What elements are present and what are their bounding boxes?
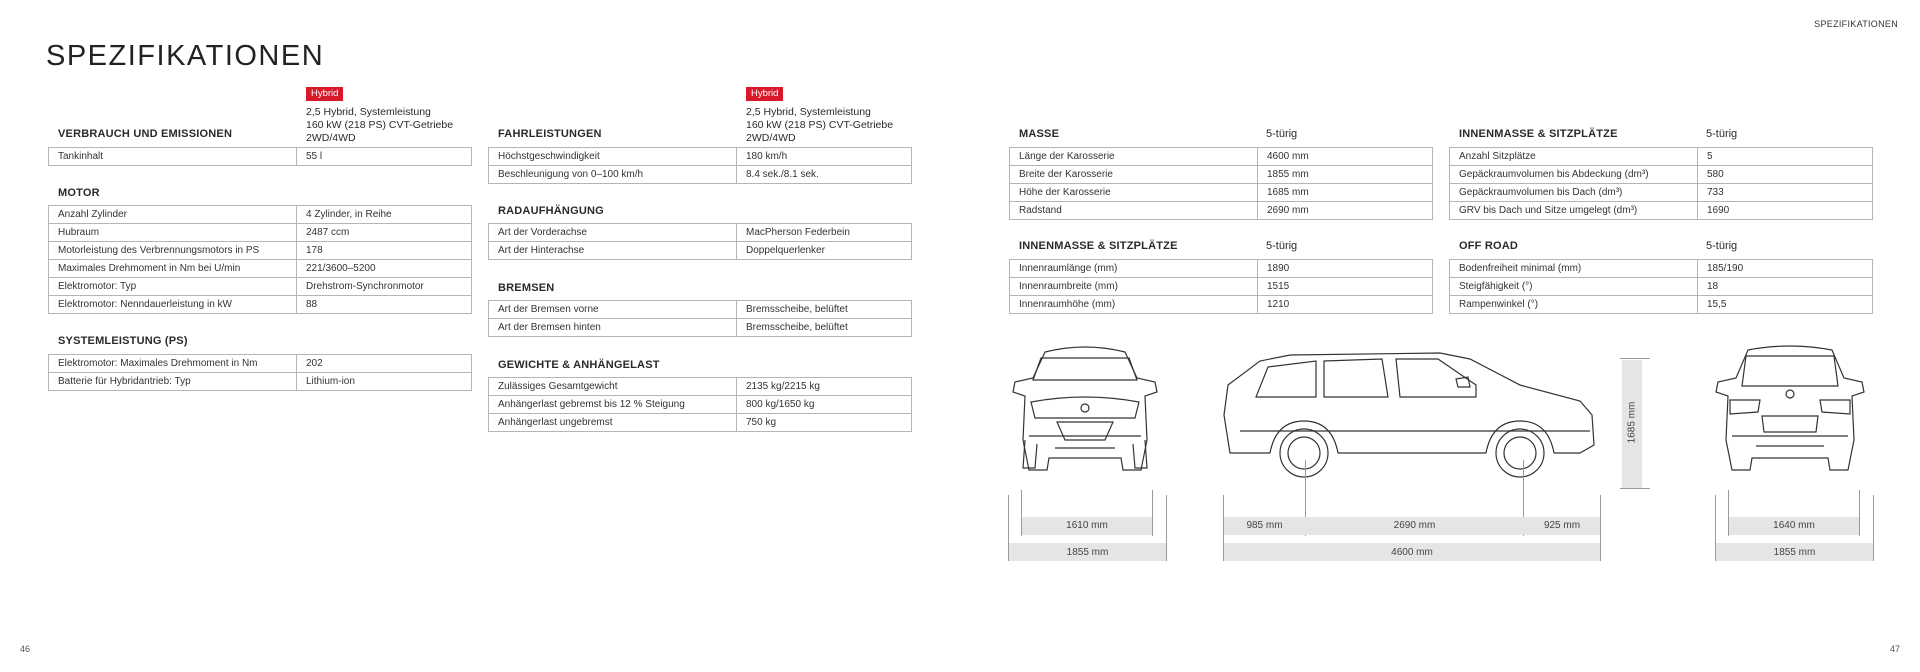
section-title-masse: MASSE	[1019, 128, 1060, 140]
spec-value: 185/190	[1698, 260, 1873, 278]
table-row	[1010, 166, 1433, 184]
wheelbase-label: 2690 mm	[1393, 520, 1436, 531]
spec-label: Anzahl Sitzplätze	[1450, 148, 1698, 166]
spec-label: GRV bis Dach und Sitze umgelegt (dm³)	[1450, 202, 1698, 220]
section-title-innenmasse: INNENMASSE & SITZPLÄTZE	[1019, 240, 1178, 252]
table-row	[489, 242, 912, 260]
page-number-left: 46	[20, 644, 31, 654]
table-motor	[48, 205, 472, 314]
rear-track-label: 1640 mm	[1773, 520, 1815, 531]
spec-label: Bodenfreiheit minimal (mm)	[1450, 260, 1698, 278]
table-row	[1010, 202, 1433, 220]
rear-overhang-label: 925 mm	[1543, 520, 1581, 531]
height-label: 1685 mm	[1626, 401, 1638, 444]
variant-line: 2,5 Hybrid, Systemleistung	[306, 106, 431, 118]
spec-label: Höhe der Karosserie	[1010, 184, 1258, 202]
spec-label: Gepäckraumvolumen bis Abdeckung (dm³)	[1450, 166, 1698, 184]
spec-label: Batterie für Hybridantrieb: Typ	[49, 373, 297, 391]
spec-value: 221/3600–5200	[297, 260, 472, 278]
spec-label: Innenraumhöhe (mm)	[1010, 296, 1258, 314]
spec-value: 5	[1698, 148, 1873, 166]
spec-label: Radstand	[1010, 202, 1258, 220]
table-bremsen	[488, 300, 912, 337]
table-row	[1450, 260, 1873, 278]
column-header: 5-türig	[1266, 240, 1298, 252]
spec-value: 2487 ccm	[297, 224, 472, 242]
spec-value: 88	[297, 296, 472, 314]
table-off-road	[1449, 259, 1873, 314]
table-innenmasse	[1009, 259, 1433, 314]
table-gewichte	[488, 377, 912, 432]
spec-value: 733	[1698, 184, 1873, 202]
spec-value: 202	[297, 355, 472, 373]
spec-label: Gepäckraumvolumen bis Dach (dm³)	[1450, 184, 1698, 202]
spec-label: Art der Vorderachse	[489, 224, 737, 242]
spec-label: Innenraumbreite (mm)	[1010, 278, 1258, 296]
table-row	[49, 206, 472, 224]
spec-label: Breite der Karosserie	[1010, 166, 1258, 184]
section-title-verbrauch: VERBRAUCH UND EMISSIONEN	[58, 128, 233, 140]
spec-value: 800 kg/1650 kg	[737, 396, 912, 414]
spec-label: Art der Bremsen hinten	[489, 319, 737, 337]
front-track-label: 1610 mm	[1066, 520, 1108, 531]
section-title-off-road: OFF ROAD	[1459, 240, 1519, 252]
page-title: SPEZIFIKATIONEN	[46, 40, 325, 72]
car-rear-view-drawing	[1700, 340, 1880, 490]
table-row	[489, 378, 912, 396]
table-systemleistung	[48, 354, 472, 391]
spec-value: 18	[1698, 278, 1873, 296]
table-fahrleistungen	[488, 147, 912, 184]
table-row	[1450, 202, 1873, 220]
spec-value: 1855 mm	[1258, 166, 1433, 184]
spec-value: 750 kg	[737, 414, 912, 432]
spec-label: Tankinhalt	[49, 148, 297, 166]
front-overhang-label: 985 mm	[1246, 520, 1283, 531]
table-row	[489, 148, 912, 166]
spec-label: Steigfähigkeit (°)	[1450, 278, 1698, 296]
section-title-motor: MOTOR	[58, 187, 100, 199]
section-title-innenmasse-sitzplaetze: INNENMASSE & SITZPLÄTZE	[1459, 128, 1618, 140]
table-row	[1450, 148, 1873, 166]
table-row	[1010, 184, 1433, 202]
variant-line: 160 kW (218 PS) CVT-Getriebe	[746, 119, 894, 131]
page-number-right: 47	[1889, 644, 1900, 654]
section-title-gewichte: GEWICHTE & ANHÄNGELAST	[498, 359, 660, 371]
section-title-systemleistung: SYSTEMLEISTUNG (PS)	[58, 335, 188, 347]
dimension-guide	[1873, 495, 1874, 561]
spec-value: 4600 mm	[1258, 148, 1433, 166]
front-width-label: 1855 mm	[1066, 547, 1109, 558]
spec-value: 15,5	[1698, 296, 1873, 314]
table-row	[489, 301, 912, 319]
table-masse	[1009, 147, 1433, 220]
table-row	[49, 355, 472, 373]
variant-line: 2WD/4WD	[306, 132, 356, 144]
spec-value: MacPherson Federbein	[737, 224, 912, 242]
table-row	[49, 242, 472, 260]
hybrid-badge: Hybrid	[746, 87, 783, 101]
variant-header-left	[306, 83, 453, 145]
spec-label: Höchstgeschwindigkeit	[489, 148, 737, 166]
dimension-guide	[1166, 495, 1167, 561]
table-radaufhaengung	[488, 223, 912, 260]
spec-label: Beschleunigung von 0–100 km/h	[489, 166, 737, 184]
spec-label: Elektromotor: Nenndauerleistung in kW	[49, 296, 297, 314]
rear-width-label: 1855 mm	[1773, 547, 1816, 558]
spec-label: Anhängerlast gebremst bis 12 % Steigung	[489, 396, 737, 414]
car-front-view-drawing	[995, 340, 1175, 490]
spec-value: 8.4 sek./8.1 sek.	[737, 166, 912, 184]
table-row	[489, 166, 912, 184]
table-row	[1010, 260, 1433, 278]
table-row	[1450, 166, 1873, 184]
table-row	[49, 373, 472, 391]
spec-label: Länge der Karosserie	[1010, 148, 1258, 166]
table-row	[489, 319, 912, 337]
spec-value: 1690	[1698, 202, 1873, 220]
table-row	[489, 224, 912, 242]
table-row	[1450, 278, 1873, 296]
spec-label: Maximales Drehmoment in Nm bei U/min	[49, 260, 297, 278]
table-row	[489, 396, 912, 414]
spec-value: 580	[1698, 166, 1873, 184]
table-row	[49, 260, 472, 278]
hybrid-badge: Hybrid	[306, 87, 343, 101]
table-row	[1010, 278, 1433, 296]
variant-line: 2WD/4WD	[746, 132, 796, 144]
spec-label: Anzahl Zylinder	[49, 206, 297, 224]
spec-value: 2690 mm	[1258, 202, 1433, 220]
spec-label: Motorleistung des Verbrennungsmotors in PS	[49, 242, 297, 260]
spec-label: Art der Bremsen vorne	[489, 301, 737, 319]
running-header: SPEZIFIKATIONEN	[1814, 19, 1898, 29]
dimension-guide	[1620, 488, 1650, 489]
table-row	[49, 278, 472, 296]
variant-line: 2,5 Hybrid, Systemleistung	[746, 106, 871, 118]
spec-value: 1890	[1258, 260, 1433, 278]
spec-value: Bremsscheibe, belüftet	[737, 319, 912, 337]
column-header: 5-türig	[1706, 128, 1738, 140]
spec-label: Innenraumlänge (mm)	[1010, 260, 1258, 278]
section-title-radaufhaengung: RADAUFHÄNGUNG	[498, 205, 604, 217]
spec-value: Lithium-ion	[297, 373, 472, 391]
table-row	[49, 148, 472, 166]
spec-label: Rampenwinkel (°)	[1450, 296, 1698, 314]
table-verbrauch	[48, 147, 472, 166]
table-row	[1010, 296, 1433, 314]
spec-value: 4 Zylinder, in Reihe	[297, 206, 472, 224]
spec-value: Bremsscheibe, belüftet	[737, 301, 912, 319]
spec-label: Elektromotor: Maximales Drehmoment in Nm	[49, 355, 297, 373]
table-row	[489, 414, 912, 432]
spec-value: 1210	[1258, 296, 1433, 314]
table-innenmasse-sitzplaetze	[1449, 147, 1873, 220]
table-row	[49, 296, 472, 314]
spec-label: Hubraum	[49, 224, 297, 242]
table-row	[1450, 184, 1873, 202]
dimension-guide	[1620, 358, 1650, 359]
spec-label: Zulässiges Gesamtgewicht	[489, 378, 737, 396]
spec-value: 178	[297, 242, 472, 260]
spec-label: Anhängerlast ungebremst	[489, 414, 737, 432]
spec-label: Elektromotor: Typ	[49, 278, 297, 296]
variant-line: 160 kW (218 PS) CVT-Getriebe	[306, 119, 454, 131]
spec-value: 2135 kg/2215 kg	[737, 378, 912, 396]
column-header: 5-türig	[1266, 128, 1298, 140]
column-header: 5-türig	[1706, 240, 1738, 252]
spec-value: 180 km/h	[737, 148, 912, 166]
spec-value: 55 l	[297, 148, 472, 166]
spec-label: Art der Hinterachse	[489, 242, 737, 260]
table-row	[1450, 296, 1873, 314]
spec-value: Doppelquerlenker	[737, 242, 912, 260]
table-row	[1010, 148, 1433, 166]
spec-value: 1515	[1258, 278, 1433, 296]
car-side-view-drawing	[1220, 345, 1600, 490]
dimension-guide	[1600, 495, 1601, 561]
variant-header-mid	[746, 83, 893, 145]
spec-value: Drehstrom-Synchronmotor	[297, 278, 472, 296]
table-row	[49, 224, 472, 242]
section-title-bremsen: BREMSEN	[498, 282, 555, 294]
spec-value: 1685 mm	[1258, 184, 1433, 202]
length-label: 4600 mm	[1391, 547, 1433, 558]
dimension-guide	[1859, 490, 1860, 536]
dimension-guide	[1152, 490, 1153, 536]
section-title-fahrleistungen: FAHRLEISTUNGEN	[498, 128, 602, 140]
